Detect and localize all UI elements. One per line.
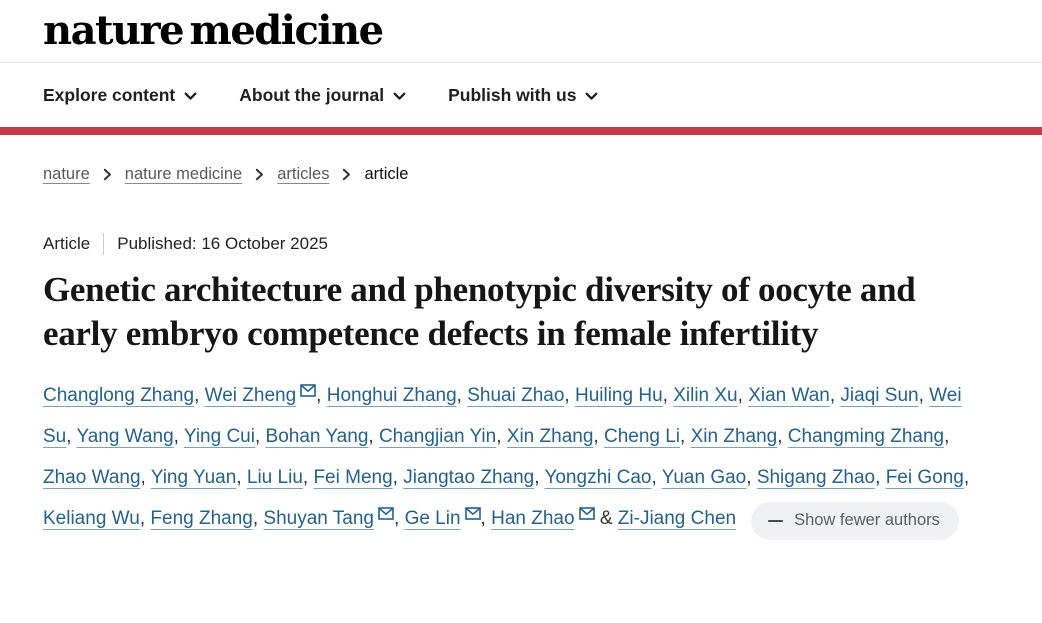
author-separator: , bbox=[593, 426, 604, 447]
author-separator: , bbox=[252, 508, 264, 529]
author-separator: , bbox=[737, 385, 749, 406]
author-link[interactable]: Bohan Yang bbox=[265, 426, 369, 447]
author-link[interactable]: Wei Su bbox=[43, 385, 962, 447]
author-separator: , bbox=[254, 426, 266, 447]
author-separator: , bbox=[392, 467, 404, 488]
nav-item-label: Explore content bbox=[43, 84, 176, 105]
author-link[interactable]: Wei Zheng bbox=[204, 385, 297, 406]
journal-logo[interactable]: nature medicine bbox=[43, 7, 383, 54]
chevron-down-icon bbox=[393, 90, 406, 101]
author-link[interactable]: Jiangtao Zhang bbox=[403, 467, 535, 488]
author-separator: , bbox=[944, 426, 950, 447]
nav-item-label: Publish with us bbox=[448, 84, 577, 105]
author-link[interactable]: Cheng Li bbox=[603, 426, 681, 447]
author-link[interactable]: Ying Cui bbox=[183, 426, 255, 447]
author-link[interactable]: Han Zhao bbox=[491, 508, 575, 529]
email-icon[interactable] bbox=[378, 507, 394, 520]
show-fewer-authors-button[interactable] bbox=[751, 502, 959, 540]
author-separator: , bbox=[829, 385, 841, 406]
article-page bbox=[0, 165, 1042, 540]
author-link[interactable]: Shigang Zhao bbox=[756, 467, 876, 488]
author-link[interactable]: Yang Wang bbox=[76, 426, 174, 447]
chevron-right-icon bbox=[342, 168, 351, 181]
article-meta bbox=[43, 233, 1042, 255]
breadcrumb-link-nature[interactable]: nature bbox=[43, 165, 90, 183]
author-separator: , bbox=[963, 467, 970, 488]
author-separator: , bbox=[496, 426, 507, 447]
author-separator: , bbox=[680, 426, 691, 447]
author-link[interactable]: Yongzhi Cao bbox=[544, 467, 652, 488]
email-icon[interactable] bbox=[579, 507, 595, 520]
chevron-down-icon bbox=[585, 90, 598, 101]
author-link[interactable]: Xian Wan bbox=[748, 385, 830, 406]
author-separator: , bbox=[236, 467, 247, 488]
author-separator: , bbox=[651, 467, 662, 488]
author-separator: , bbox=[302, 467, 314, 488]
author-link[interactable]: Zhao Wang bbox=[43, 467, 141, 488]
author-separator: , bbox=[139, 508, 151, 529]
author-link[interactable]: Ge Lin bbox=[404, 508, 461, 529]
author-link[interactable]: Changlong Zhang bbox=[43, 385, 195, 406]
published-date: Published: 16 October 2025 bbox=[117, 234, 328, 253]
author-link[interactable]: Zi-Jiang Chen bbox=[617, 508, 737, 529]
nav-item-explore-content[interactable] bbox=[43, 85, 197, 106]
chevron-down-icon bbox=[184, 90, 197, 101]
author-list bbox=[43, 375, 973, 540]
breadcrumb-link-articles[interactable]: articles bbox=[277, 165, 330, 183]
author-link[interactable]: Liu Liu bbox=[246, 467, 303, 488]
author-separator: , bbox=[394, 508, 405, 529]
author-link[interactable]: Changming Zhang bbox=[787, 426, 945, 447]
nav-item-label: About the journal bbox=[239, 84, 385, 105]
meta-divider bbox=[103, 233, 104, 255]
author-separator: , bbox=[918, 385, 930, 406]
author-link[interactable]: Yuan Gao bbox=[661, 467, 747, 488]
site-header bbox=[0, 0, 1042, 62]
breadcrumb bbox=[43, 165, 1042, 184]
author-separator: , bbox=[368, 426, 379, 447]
brand-bar bbox=[0, 127, 1042, 135]
author-separator: , bbox=[173, 426, 184, 447]
author-link[interactable]: Ying Yuan bbox=[150, 467, 237, 488]
author-separator: , bbox=[456, 385, 468, 406]
breadcrumb-current-article: article bbox=[364, 165, 409, 183]
email-icon[interactable] bbox=[300, 384, 316, 397]
author-separator: , bbox=[480, 508, 492, 529]
author-link[interactable]: Keliang Wu bbox=[43, 508, 140, 529]
author-link[interactable]: Feng Zhang bbox=[150, 508, 253, 529]
author-separator: & bbox=[594, 508, 618, 529]
author-separator: , bbox=[875, 467, 886, 488]
nav-item-publish-with-us[interactable] bbox=[448, 85, 598, 106]
author-link[interactable]: Shuai Zhao bbox=[467, 385, 565, 406]
author-separator: , bbox=[746, 467, 757, 488]
author-separator: , bbox=[194, 385, 205, 406]
author-separator: , bbox=[66, 426, 77, 447]
chevron-right-icon bbox=[103, 168, 112, 181]
author-link[interactable]: Fei Meng bbox=[313, 467, 393, 488]
author-link[interactable]: Honghui Zhang bbox=[326, 385, 457, 406]
author-link[interactable]: Jiaqi Sun bbox=[840, 385, 919, 406]
author-separator: , bbox=[564, 385, 575, 406]
nav-item-about-the-journal[interactable] bbox=[239, 85, 406, 106]
author-link[interactable]: Changjian Yin bbox=[378, 426, 497, 447]
main-nav bbox=[0, 63, 1042, 127]
author-link[interactable]: Xilin Xu bbox=[673, 385, 738, 406]
show-fewer-authors-label: Show fewer authors bbox=[794, 511, 940, 530]
article-type-label: Article bbox=[43, 234, 91, 253]
author-link[interactable]: Xin Zhang bbox=[690, 426, 778, 447]
author-separator: , bbox=[316, 385, 327, 406]
author-link[interactable]: Fei Gong bbox=[885, 467, 964, 488]
author-separator: , bbox=[534, 467, 545, 488]
minus-icon bbox=[768, 520, 783, 523]
author-separator: , bbox=[140, 467, 151, 488]
author-separator: , bbox=[662, 385, 674, 406]
author-separator: , bbox=[777, 426, 788, 447]
author-link[interactable]: Xin Zhang bbox=[506, 426, 594, 447]
author-link[interactable]: Huiling Hu bbox=[574, 385, 663, 406]
author-link[interactable]: Shuyan Tang bbox=[263, 508, 374, 529]
email-icon[interactable] bbox=[465, 507, 481, 520]
breadcrumb-link-nature-medicine[interactable]: nature medicine bbox=[124, 165, 243, 183]
page-title: Genetic architecture and phenotypic diversity of oocyte and early embryo competence defects in female infertility bbox=[43, 270, 916, 353]
chevron-right-icon bbox=[255, 168, 264, 181]
